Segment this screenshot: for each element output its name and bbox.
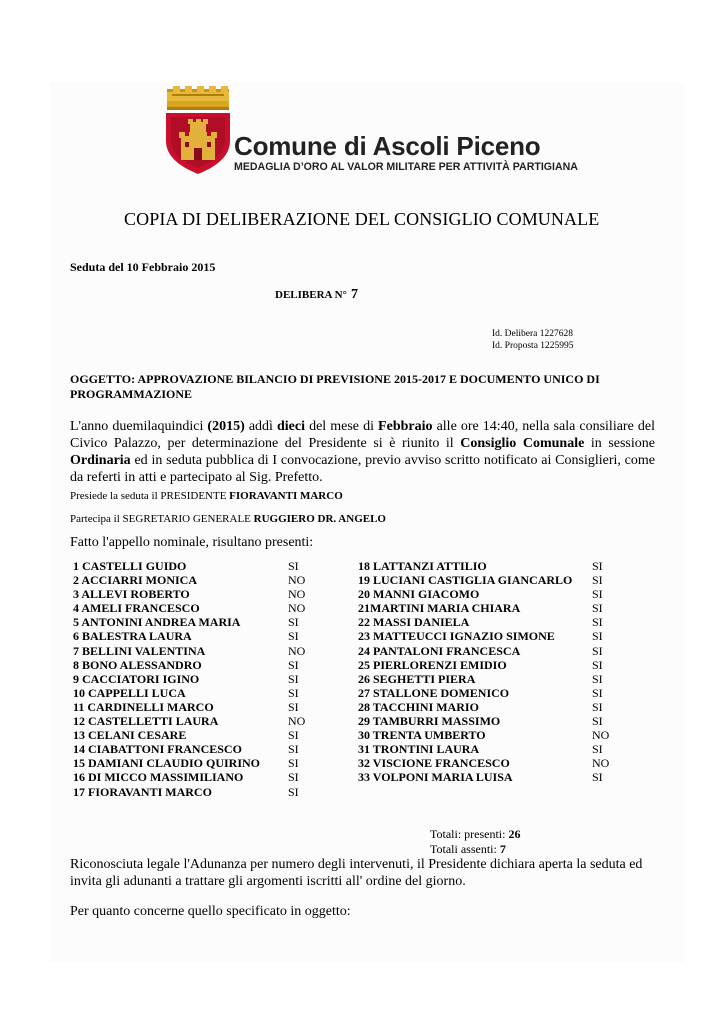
intro-text: addì (244, 419, 277, 434)
appello-heading: Fatto l'appello nominale, risultano presenti: (70, 535, 314, 550)
presence-value: NO (288, 573, 306, 588)
presence-value: SI (288, 671, 299, 686)
presence-value: SI (288, 742, 299, 757)
per-quanto-paragraph: Per quanto concerne quello specificato in oggetto: (70, 904, 351, 919)
presence-value: SI (288, 629, 299, 644)
riconosciuta-paragraph: Riconosciuta legale l'Adunanza per numero degli intervenuti, il Presidente dichiara aperta la seduta ed invita gli adunanti a trattare gli argomenti iscritti all' ordine del giorno. (70, 857, 643, 889)
councillor-name: 10 CAPPELLI LUCA (73, 685, 186, 700)
presence-value: SI (288, 728, 299, 743)
document-ids (492, 328, 574, 352)
councillor-name: 16 DI MICCO MASSIMILIANO (73, 770, 244, 785)
presence-value: SI (288, 559, 299, 573)
councillor-name: 21MARTINI MARIA CHIARA (358, 601, 521, 616)
councillor-name: 3 ALLEVI ROBERTO (73, 587, 190, 602)
councillor-name: 28 TACCHINI MARIO (358, 699, 479, 714)
presence-value: SI (592, 742, 603, 757)
councillor-name: 23 MATTEUCCI IGNAZIO SIMONE (358, 629, 555, 644)
comune-motto: MEDAGLIA D’ORO AL VALOR MILITARE PER ATTIVITÀ PARTIGIANA (234, 161, 578, 173)
document-title: COPIA DI DELIBERAZIONE DEL CONSIGLIO COMUNALE (124, 209, 600, 229)
presence-value: NO (288, 714, 306, 729)
councillor-name: 33 VOLPONI MARIA LUISA (358, 770, 513, 785)
oggetto: OGGETTO: APPROVAZIONE BILANCIO DI PREVISIONE 2015-2017 E DOCUMENTO UNICO DI PROGRAMMAZIONE (70, 372, 600, 401)
councillor-name: 24 PANTALONI FRANCESCA (358, 643, 521, 658)
presiede-name: FIORAVANTI MARCO (229, 490, 343, 502)
totali-assenti (430, 842, 520, 857)
delibera-label: DELIBERA N° (275, 289, 347, 301)
intro-giorno: dieci (277, 419, 305, 434)
intro-sessione: Ordinaria (70, 453, 131, 468)
presence-value: NO (288, 587, 306, 602)
intro-organo: Consiglio Comunale (460, 436, 585, 451)
presence-value: SI (592, 587, 603, 602)
partecipa-line (70, 513, 386, 525)
councillor-name: 17 FIORAVANTI MARCO (73, 784, 212, 799)
presence-value: SI (592, 615, 603, 630)
councillor-name: 30 TRENTA UMBERTO (358, 728, 486, 743)
presence-value: SI (592, 559, 603, 573)
id-proposta: Id. Proposta 1225995 (492, 341, 574, 351)
totali-presenti (430, 827, 520, 842)
intro-text: ed in seduta pubblica di I convocazione, previo avviso scritto notificato ai Consiglieri, come da referti in atti e partecipato al Sig. Prefetto. (70, 453, 655, 485)
intro-text: alle ore 14:40, nella sala consiliare del Civico Palazzo, per determinazione del Presidente si è riunito il (70, 419, 655, 451)
councillor-name: 29 TAMBURRI MASSIMO (358, 714, 501, 729)
councillor-name: 1 CASTELLI GUIDO (73, 559, 187, 573)
intro-text: L'anno duemilaquindici (70, 419, 208, 434)
councillor-name: 25 PIERLORENZI EMIDIO (358, 657, 507, 672)
councillor-name: 27 STALLONE DOMENICO (358, 685, 510, 700)
seduta-date: Seduta del 10 Febbraio 2015 (70, 260, 216, 274)
presence-value: NO (288, 601, 306, 616)
councillor-name: 14 CIABATTONI FRANCESCO (73, 742, 242, 757)
presence-value: SI (288, 784, 299, 799)
presence-value: SI (592, 657, 603, 672)
intro-text: in sessione (584, 436, 655, 451)
presiede-label: Presiede la seduta il PRESIDENTE (70, 490, 227, 502)
presence-value: SI (288, 615, 299, 630)
councillor-name: 26 SEGHETTI PIERA (358, 671, 476, 686)
intro-paragraph (70, 418, 655, 486)
totali-presenti-value: 26 (508, 827, 521, 841)
presence-value: SI (288, 770, 299, 785)
councillor-name: 31 TRONTINI LAURA (358, 742, 480, 757)
councillor-name: 6 BALESTRA LAURA (73, 629, 192, 644)
presence-value: SI (592, 770, 603, 785)
councillor-name: 5 ANTONINI ANDREA MARIA (73, 615, 241, 630)
councillor-name: 12 CASTELLETTI LAURA (73, 714, 219, 729)
presence-value: SI (592, 685, 603, 700)
delibera-value: 7 (350, 287, 358, 302)
presence-value: SI (592, 671, 603, 686)
presence-value: SI (592, 699, 603, 714)
presence-value: NO (288, 643, 306, 658)
partecipa-name: RUGGIERO DR. ANGELO (253, 513, 386, 525)
councillor-name: 32 VISCIONE FRANCESCO (358, 756, 510, 771)
councillor-name: 15 DAMIANI CLAUDIO QUIRINO (73, 756, 261, 771)
coat-of-arms-logo (163, 86, 243, 176)
id-delibera: Id. Delibera 1227628 (492, 329, 573, 339)
councillor-name: 2 ACCIARRI MONICA (73, 573, 198, 588)
totali-assenti-label: Totali assenti: (430, 842, 500, 856)
partecipa-label: Partecipa il SEGRETARIO GENERALE (70, 513, 254, 525)
totali-presenti-label: Totali: presenti: (430, 827, 509, 841)
crown-icon (167, 86, 229, 110)
presence-value: SI (592, 629, 603, 644)
presiede-line (70, 490, 343, 502)
presence-value: NO (592, 756, 610, 771)
presence-value: SI (592, 714, 603, 729)
councillor-name: 4 AMELI FRANCESCO (73, 601, 200, 616)
councillor-name: 7 BELLINI VALENTINA (73, 643, 206, 658)
councillor-name: 20 MANNI GIACOMO (358, 587, 480, 602)
presence-value: SI (288, 685, 299, 700)
totali (430, 827, 520, 857)
comune-name: Comune di Ascoli Piceno (234, 131, 541, 161)
presence-value: SI (592, 601, 603, 616)
presence-value: NO (592, 728, 610, 743)
councillor-name: 19 LUCIANI CASTIGLIA GIANCARLO (358, 573, 573, 588)
presence-value: SI (288, 657, 299, 672)
intro-anno: (2015) (207, 419, 245, 434)
presence-value: SI (288, 699, 299, 714)
delibera-number (275, 287, 358, 303)
councillor-name: 8 BONO ALESSANDRO (73, 657, 202, 672)
councillor-name: 11 CARDINELLI MARCO (73, 699, 214, 714)
councillor-name: 18 LATTANZI ATTILIO (358, 559, 487, 573)
presence-value: SI (592, 643, 603, 658)
presence-value: SI (288, 756, 299, 771)
councillor-name: 22 MASSI DANIELA (358, 615, 470, 630)
councillor-name: 13 CELANI CESARE (73, 728, 187, 743)
presence-value: SI (592, 573, 603, 588)
councillor-name: 9 CACCIATORI IGINO (73, 671, 200, 686)
totali-assenti-value: 7 (499, 842, 506, 856)
intro-mese: Febbraio (378, 419, 433, 434)
intro-text: del mese di (305, 419, 379, 434)
